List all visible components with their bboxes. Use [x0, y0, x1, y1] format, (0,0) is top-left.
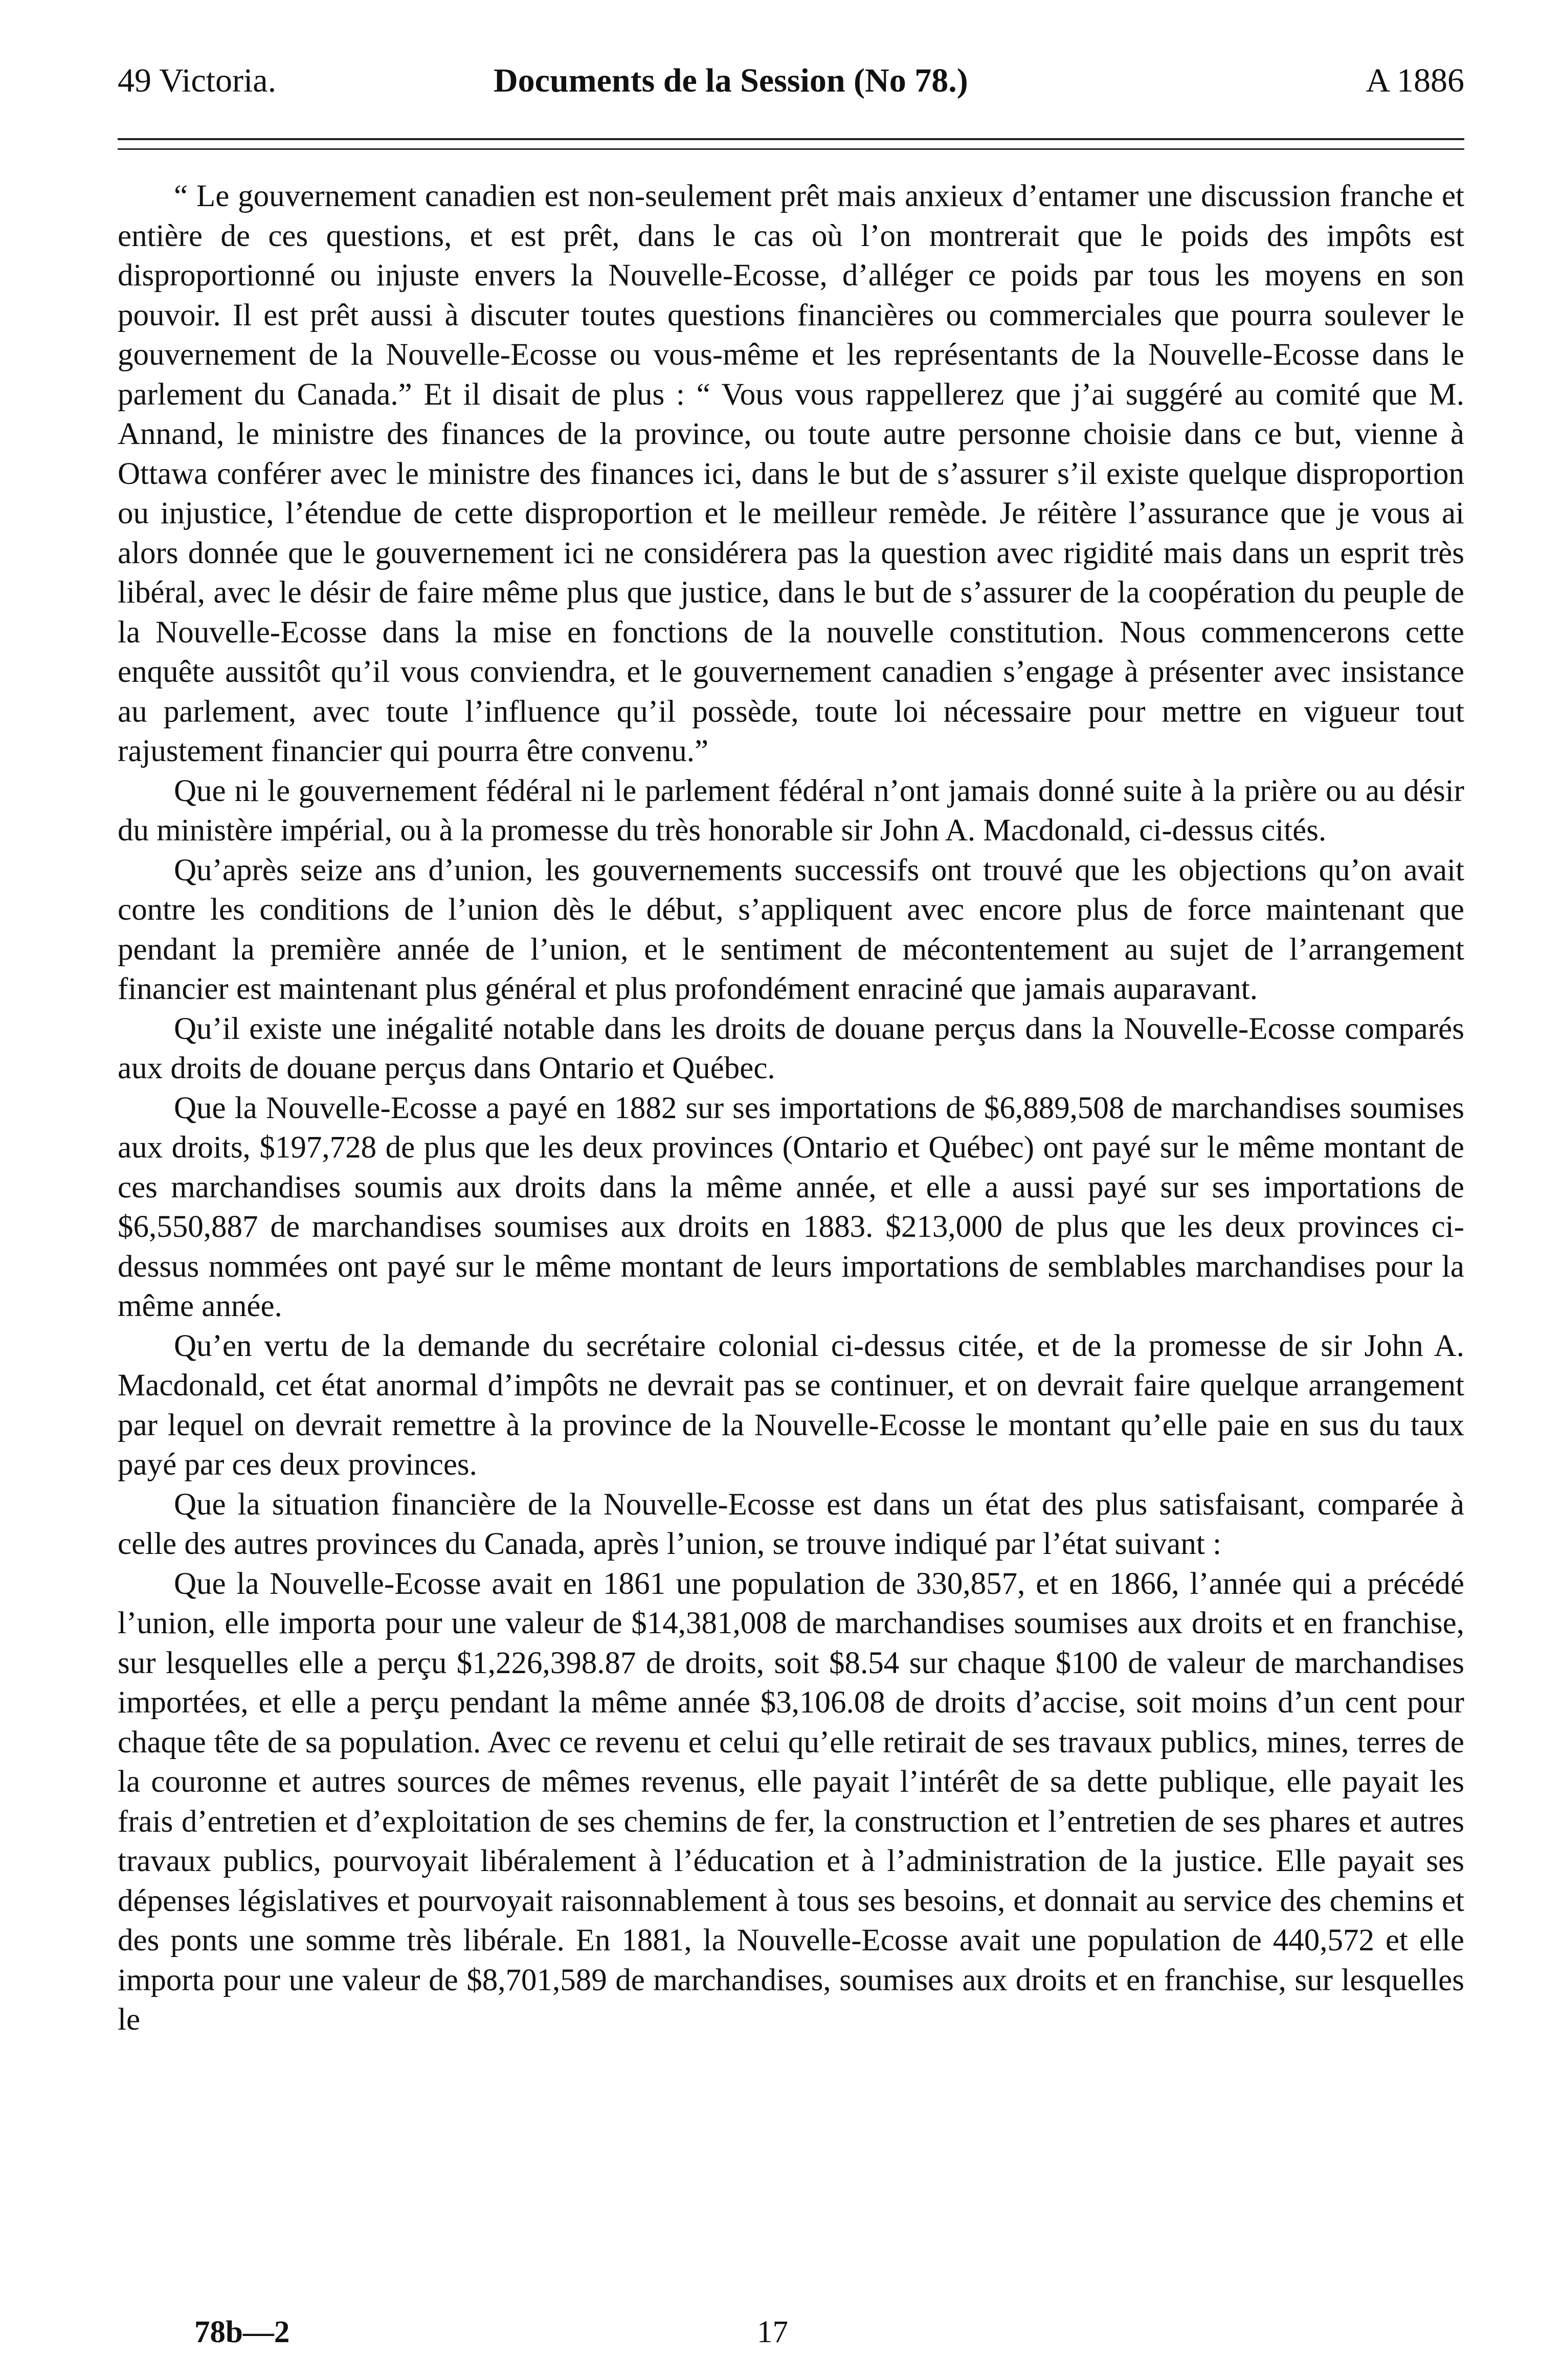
- header-rule-bottom: [118, 148, 1464, 150]
- header-session-year: 49 Victoria.: [118, 62, 277, 99]
- paragraph-imports-1882: Que la Nouvelle-Ecosse a payé en 1882 sur ses importations de $6,889,508 de marchandises soumises aux droits, $197,728 de plus que les deux provinces (Ontario et Québec) ont payé sur le même montant de ces marchandises soumis aux droits dans la même année, et elle a aussi payé sur ses importations de $6,550,887 de marchandises soumises aux droits en 1883. $213,000 de plus que les deux provinces ci-dessus nommées ont payé sur le même montant de leurs importations de semblables marchandises pour la même année.: [118, 1091, 1464, 1323]
- header-rule-top: [118, 138, 1464, 140]
- body-text: [118, 176, 1464, 2040]
- page-number: 17: [757, 2315, 788, 2349]
- header-series-year: A 1886: [1366, 62, 1464, 99]
- printer-signature: 78b—2: [194, 2315, 290, 2349]
- paragraph-no-follow-up: Que ni le gouvernement fédéral ni le parlement fédéral n’ont jamais donné suite à la prière ou au désir du ministère impérial, ou à la promesse du très honorable sir John A. Macdonald, ci-dessus cités.: [118, 773, 1464, 848]
- paragraph-quote-government: “ Le gouvernement canadien est non-seulement prêt mais anxieux d’entamer une discussion franche et entière de ces questions, et est prêt, dans le cas où l’on montrerait que le poids des impôts est disproportionné ou injuste envers la Nouvelle-Ecosse, d’alléger ce poids par tous les moyens en son pouvoir. Il est prêt aussi à discuter toutes questions financières ou commerciales que pourra soulever le gouvernement de la Nouvelle-Ecosse ou vous-même et les représentants de la Nouvelle-Ecosse dans le parlement du Canada.” Et il disait de plus : “ Vous vous rappellerez que j’ai suggéré au comité que M. Annand, le ministre des finances de la province, ou toute autre personne choisie dans ce but, vienne à Ottawa conférer avec le ministre des finances ici, dans le but de s’assurer s’il existe quelque disproportion ou injustice, l’étendue de cette disproportion et le meilleur remède. Je réitère l’assurance que je vous ai alors donnée que le gouvernement ici ne considérera pas la question avec rigidité mais dans un esprit très libéral, avec le désir de faire même plus que justice, dans le but de s’assurer de la coopération du peuple de la Nouvelle-Ecosse dans la mise en fonctions de la nouvelle constitution. Nous commencerons cette enquête aussitôt qu’il vous conviendra, et le gouvernement canadien s’engage à présenter avec insistance au parlement, avec toute l’influence qu’il possède, toute loi nécessaire pour mettre en vigueur tout rajustement financier qui pourra être convenu.”: [118, 179, 1464, 768]
- page-header: [118, 61, 1464, 118]
- page-footer: [194, 2315, 859, 2361]
- paragraph-colonial-secretary: Qu’en vertu de la demande du secrétaire colonial ci-dessus citée, et de la promesse de sir John A. Macdonald, cet état anormal d’impôts ne devrait pas se continuer, et on devrait faire quelque arrangement par lequel on devrait remettre à la province de la Nouvelle-Ecosse le montant qu’elle paie en sus du taux payé par ces deux provinces.: [118, 1328, 1464, 1482]
- paragraph-sixteen-years: Qu’après seize ans d’union, les gouvernements successifs ont trouvé que les objections qu’on avait contre les conditions de l’union dès le début, s’appliquent avec encore plus de force maintenant que pendant la première année de l’union, et le sentiment de mécontentement au sujet de l’arrangement financier est maintenant plus général et plus profondément enraciné que jamais auparavant.: [118, 853, 1464, 1006]
- paragraph-population-1861: Que la Nouvelle-Ecosse avait en 1861 une population de 330,857, et en 1866, l’année qui a précédé l’union, elle importa pour une valeur de $14,381,008 de marchandises soumises aux droits et en franchise, sur lesquelles elle a perçu $1,226,398.87 de droits, soit $8.54 sur chaque $100 de valeur de marchandises importées, et elle a perçu pendant la même année $3,106.08 de droits d’accise, soit moins d’un cent pour chaque tête de sa population. Avec ce revenu et celui qu’elle retirait de ses travaux publics, mines, terres de la couronne et autres sources de mêmes revenus, elle payait l’intérêt de sa dette publique, elle payait les frais d’entretien et d’exploitation de ses chemins de fer, la construction et l’entretien de ses phares et autres travaux publics, pourvoyait libéralement à l’éducation et à l’administration de la justice. Elle payait ses dépenses législatives et pourvoyait raisonnablement à tous ses besoins, et donnait au service des chemins et des ponts une somme très libérale. En 1881, la Nouvelle-Ecosse avait une population de 440,572 et elle importa pour une valeur de $8,701,589 de marchandises, soumises aux droits et en franchise, sur lesquelles le: [118, 1566, 1464, 2037]
- header-document-title: Documents de la Session (No 78.): [494, 62, 968, 99]
- paragraph-financial-situation: Que la situation financière de la Nouvelle-Ecosse est dans un état des plus satisfaisant, comparée à celle des autres provinces du Canada, après l’union, se trouve indiqué par l’état suivant :: [118, 1487, 1464, 1561]
- paragraph-customs-inequality: Qu’il existe une inégalité notable dans les droits de douane perçus dans la Nouvelle-Ecosse comparés aux droits de douane perçus dans Ontario et Québec.: [118, 1011, 1464, 1085]
